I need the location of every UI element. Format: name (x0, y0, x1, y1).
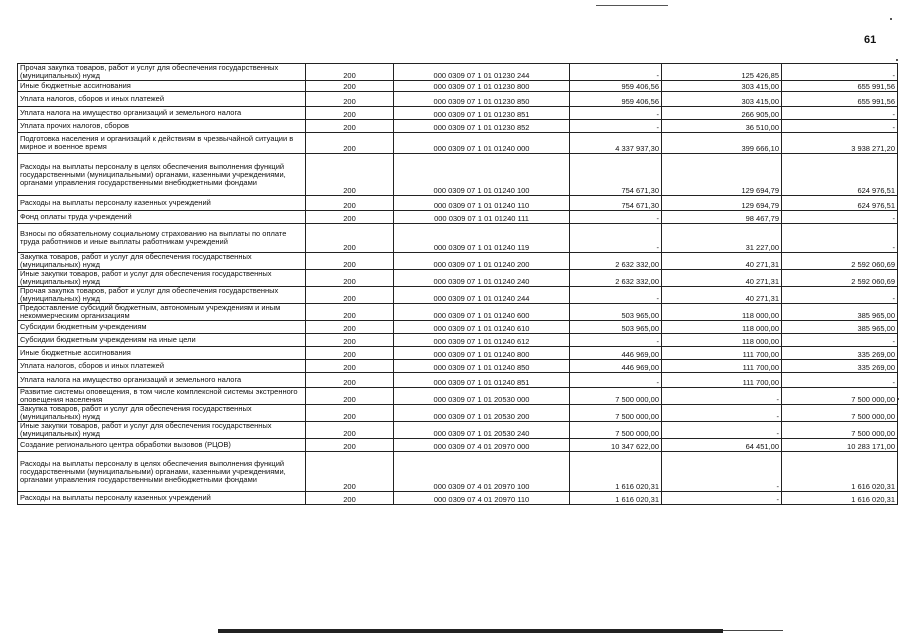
row-executed-amount-cell: 31 227,00 (662, 224, 782, 253)
table-row (18, 304, 898, 321)
row-unexecuted-amount-cell: 624 976,51 (782, 154, 898, 196)
row-classification-code-cell: 000 0309 07 1 01 01240 612 (394, 334, 570, 347)
row-approved-amount-cell: 7 500 000,00 (570, 422, 662, 439)
row-unexecuted-amount-cell: - (782, 107, 898, 120)
row-name-cell: Прочая закупка товаров, работ и услуг для обеспечения государственных (муниципальных) нужд (18, 287, 306, 304)
row-approved-amount-cell: - (570, 334, 662, 347)
row-name-cell: Уплата налогов, сборов и иных платежей (18, 92, 306, 107)
row-approved-amount-cell: 754 671,30 (570, 196, 662, 211)
bottom-scan-bar (218, 629, 723, 633)
row-line-code-cell: 200 (306, 81, 394, 92)
row-unexecuted-amount-cell: 385 965,00 (782, 304, 898, 321)
row-unexecuted-amount-cell: - (782, 120, 898, 133)
table-row (18, 224, 898, 253)
row-classification-code-cell: 000 0309 07 1 01 20530 200 (394, 405, 570, 422)
row-line-code-cell: 200 (306, 287, 394, 304)
row-name-cell: Иные закупки товаров, работ и услуг для обеспечения государственных (муниципальных) нужд (18, 270, 306, 287)
row-executed-amount-cell: 64 451,00 (662, 439, 782, 452)
row-executed-amount-cell: 40 271,31 (662, 270, 782, 287)
row-line-code-cell: 200 (306, 321, 394, 334)
table-row (18, 388, 898, 405)
row-unexecuted-amount-cell: 624 976,51 (782, 196, 898, 211)
row-executed-amount-cell: 399 666,10 (662, 133, 782, 154)
row-approved-amount-cell: 7 500 000,00 (570, 388, 662, 405)
table-row (18, 321, 898, 334)
row-name-cell: Уплата прочих налогов, сборов (18, 120, 306, 133)
row-classification-code-cell: 000 0309 07 1 01 01240 600 (394, 304, 570, 321)
row-name-cell: Иные закупки товаров, работ и услуг для обеспечения государственных (муниципальных) нужд (18, 422, 306, 439)
row-line-code-cell: 200 (306, 304, 394, 321)
row-approved-amount-cell: - (570, 64, 662, 81)
row-approved-amount-cell: 446 969,00 (570, 360, 662, 373)
row-executed-amount-cell: 303 415,00 (662, 81, 782, 92)
row-approved-amount-cell: 446 969,00 (570, 347, 662, 360)
row-executed-amount-cell: 40 271,31 (662, 253, 782, 270)
row-classification-code-cell: 000 0309 07 4 01 20970 000 (394, 439, 570, 452)
row-line-code-cell: 200 (306, 92, 394, 107)
row-classification-code-cell: 000 0309 07 4 01 20970 110 (394, 492, 570, 505)
row-executed-amount-cell: 111 700,00 (662, 373, 782, 388)
row-approved-amount-cell: 7 500 000,00 (570, 405, 662, 422)
row-unexecuted-amount-cell: - (782, 373, 898, 388)
row-classification-code-cell: 000 0309 07 1 01 01240 200 (394, 253, 570, 270)
row-name-cell: Предоставление субсидий бюджетным, автономным учреждениям и иным некоммерческим организациям (18, 304, 306, 321)
row-name-cell: Прочая закупка товаров, работ и услуг для обеспечения государственных (муниципальных) нужд (18, 64, 306, 81)
table-row (18, 270, 898, 287)
row-classification-code-cell: 000 0309 07 1 01 01240 111 (394, 211, 570, 224)
row-approved-amount-cell: - (570, 287, 662, 304)
row-name-cell: Развитие системы оповещения, в том числе комплексной системы экстренного оповещения населения (18, 388, 306, 405)
page-number: 61 (864, 34, 877, 46)
row-line-code-cell: 200 (306, 405, 394, 422)
row-executed-amount-cell: 111 700,00 (662, 347, 782, 360)
row-executed-amount-cell: - (662, 388, 782, 405)
row-classification-code-cell: 000 0309 07 1 01 01240 100 (394, 154, 570, 196)
row-unexecuted-amount-cell: - (782, 334, 898, 347)
row-classification-code-cell: 000 0309 07 1 01 01240 119 (394, 224, 570, 253)
row-classification-code-cell: 000 0309 07 1 01 01240 000 (394, 133, 570, 154)
row-approved-amount-cell: 1 616 020,31 (570, 492, 662, 505)
row-name-cell: Субсидии бюджетным учреждениям на иные цели (18, 334, 306, 347)
row-name-cell: Закупка товаров, работ и услуг для обеспечения государственных (муниципальных) нужд (18, 253, 306, 270)
row-name-cell: Расходы на выплаты персоналу в целях обеспечения выполнения функций государственными (муниципальными) органами, казенными учреждениями, органами управления государственными внебюджетными фондами (18, 154, 306, 196)
table-row (18, 405, 898, 422)
table-row (18, 373, 898, 388)
table-row (18, 64, 898, 81)
table-row (18, 439, 898, 452)
row-unexecuted-amount-cell: 7 500 000,00 (782, 422, 898, 439)
row-approved-amount-cell: 503 965,00 (570, 321, 662, 334)
row-unexecuted-amount-cell: 655 991,56 (782, 92, 898, 107)
top-rule (596, 5, 668, 6)
scan-speck (890, 18, 892, 20)
table-row (18, 334, 898, 347)
row-unexecuted-amount-cell: 7 500 000,00 (782, 388, 898, 405)
row-executed-amount-cell: - (662, 452, 782, 492)
row-executed-amount-cell: 40 271,31 (662, 287, 782, 304)
row-classification-code-cell: 000 0309 07 1 01 01230 800 (394, 81, 570, 92)
row-name-cell: Расходы на выплаты персоналу казенных учреждений (18, 196, 306, 211)
row-unexecuted-amount-cell: 3 938 271,20 (782, 133, 898, 154)
row-classification-code-cell: 000 0309 07 4 01 20970 100 (394, 452, 570, 492)
row-executed-amount-cell: 111 700,00 (662, 360, 782, 373)
row-executed-amount-cell: - (662, 492, 782, 505)
row-line-code-cell: 200 (306, 211, 394, 224)
row-approved-amount-cell: - (570, 107, 662, 120)
table-row (18, 107, 898, 120)
row-approved-amount-cell: 10 347 622,00 (570, 439, 662, 452)
row-approved-amount-cell: - (570, 373, 662, 388)
row-name-cell: Уплата налога на имущество организаций и земельного налога (18, 373, 306, 388)
table-row (18, 196, 898, 211)
row-executed-amount-cell: - (662, 422, 782, 439)
table-row (18, 347, 898, 360)
row-line-code-cell: 200 (306, 422, 394, 439)
row-name-cell: Уплата налога на имущество организаций и земельного налога (18, 107, 306, 120)
row-line-code-cell: 200 (306, 360, 394, 373)
row-executed-amount-cell: 129 694,79 (662, 154, 782, 196)
row-classification-code-cell: 000 0309 07 1 01 01230 851 (394, 107, 570, 120)
row-classification-code-cell: 000 0309 07 1 01 01230 852 (394, 120, 570, 133)
row-line-code-cell: 200 (306, 270, 394, 287)
row-approved-amount-cell: 2 632 332,00 (570, 253, 662, 270)
row-unexecuted-amount-cell: 10 283 171,00 (782, 439, 898, 452)
table-row (18, 360, 898, 373)
row-approved-amount-cell: - (570, 120, 662, 133)
row-name-cell: Уплата налогов, сборов и иных платежей (18, 360, 306, 373)
row-approved-amount-cell: - (570, 224, 662, 253)
row-name-cell: Закупка товаров, работ и услуг для обеспечения государственных (муниципальных) нужд (18, 405, 306, 422)
table-row (18, 81, 898, 92)
row-unexecuted-amount-cell: 335 269,00 (782, 347, 898, 360)
row-classification-code-cell: 000 0309 07 1 01 01230 244 (394, 64, 570, 81)
row-name-cell: Фонд оплаты труда учреждений (18, 211, 306, 224)
bottom-scan-line (723, 630, 783, 631)
row-unexecuted-amount-cell: 335 269,00 (782, 360, 898, 373)
row-executed-amount-cell: 303 415,00 (662, 92, 782, 107)
row-classification-code-cell: 000 0309 07 1 01 01240 110 (394, 196, 570, 211)
row-classification-code-cell: 000 0309 07 1 01 01240 800 (394, 347, 570, 360)
table-row (18, 133, 898, 154)
row-line-code-cell: 200 (306, 196, 394, 211)
row-unexecuted-amount-cell: - (782, 224, 898, 253)
row-line-code-cell: 200 (306, 388, 394, 405)
row-line-code-cell: 200 (306, 439, 394, 452)
row-name-cell: Взносы по обязательному социальному страхованию на выплаты по оплате труда работников и иные выплаты работникам учреждений (18, 224, 306, 253)
row-classification-code-cell: 000 0309 07 1 01 01240 240 (394, 270, 570, 287)
row-approved-amount-cell: 503 965,00 (570, 304, 662, 321)
table-row (18, 492, 898, 505)
row-unexecuted-amount-cell: - (782, 287, 898, 304)
row-executed-amount-cell: 129 694,79 (662, 196, 782, 211)
row-line-code-cell: 200 (306, 224, 394, 253)
row-line-code-cell: 200 (306, 347, 394, 360)
row-approved-amount-cell: 1 616 020,31 (570, 452, 662, 492)
row-unexecuted-amount-cell: 7 500 000,00 (782, 405, 898, 422)
row-classification-code-cell: 000 0309 07 1 01 20530 240 (394, 422, 570, 439)
table-row (18, 287, 898, 304)
row-line-code-cell: 200 (306, 154, 394, 196)
row-executed-amount-cell: 118 000,00 (662, 321, 782, 334)
row-unexecuted-amount-cell: 655 991,56 (782, 81, 898, 92)
budget-execution-table (17, 63, 898, 505)
row-name-cell: Расходы на выплаты персоналу казенных учреждений (18, 492, 306, 505)
row-line-code-cell: 200 (306, 373, 394, 388)
row-unexecuted-amount-cell: - (782, 64, 898, 81)
row-unexecuted-amount-cell: 2 592 060,69 (782, 253, 898, 270)
row-approved-amount-cell: 959 406,56 (570, 92, 662, 107)
row-line-code-cell: 200 (306, 253, 394, 270)
table-row (18, 452, 898, 492)
row-executed-amount-cell: 125 426,85 (662, 64, 782, 81)
row-line-code-cell: 200 (306, 334, 394, 347)
row-line-code-cell: 200 (306, 452, 394, 492)
row-name-cell: Субсидии бюджетным учреждениям (18, 321, 306, 334)
row-line-code-cell: 200 (306, 107, 394, 120)
row-unexecuted-amount-cell: 1 616 020,31 (782, 452, 898, 492)
row-line-code-cell: 200 (306, 64, 394, 81)
row-executed-amount-cell: 118 000,00 (662, 334, 782, 347)
row-unexecuted-amount-cell: - (782, 211, 898, 224)
row-name-cell: Подготовка населения и организаций к действиям в чрезвычайной ситуации в мирное и военное время (18, 133, 306, 154)
row-classification-code-cell: 000 0309 07 1 01 01240 851 (394, 373, 570, 388)
row-classification-code-cell: 000 0309 07 1 01 01230 850 (394, 92, 570, 107)
row-executed-amount-cell: 98 467,79 (662, 211, 782, 224)
row-name-cell: Расходы на выплаты персоналу в целях обеспечения выполнения функций государственными (муниципальными) органами, казенными учреждениями, органами управления государственными внебюджетными фондами (18, 452, 306, 492)
row-classification-code-cell: 000 0309 07 1 01 01240 244 (394, 287, 570, 304)
table-row (18, 92, 898, 107)
row-executed-amount-cell: 118 000,00 (662, 304, 782, 321)
row-approved-amount-cell: 959 406,56 (570, 81, 662, 92)
row-line-code-cell: 200 (306, 133, 394, 154)
table-row (18, 154, 898, 196)
row-approved-amount-cell: - (570, 211, 662, 224)
table-row (18, 211, 898, 224)
table-row (18, 422, 898, 439)
scan-speck (896, 59, 898, 61)
row-classification-code-cell: 000 0309 07 1 01 20530 000 (394, 388, 570, 405)
row-unexecuted-amount-cell: 385 965,00 (782, 321, 898, 334)
row-executed-amount-cell: - (662, 405, 782, 422)
row-approved-amount-cell: 754 671,30 (570, 154, 662, 196)
row-line-code-cell: 200 (306, 492, 394, 505)
row-classification-code-cell: 000 0309 07 1 01 01240 610 (394, 321, 570, 334)
table-row (18, 253, 898, 270)
row-classification-code-cell: 000 0309 07 1 01 01240 850 (394, 360, 570, 373)
row-unexecuted-amount-cell: 1 616 020,31 (782, 492, 898, 505)
row-approved-amount-cell: 2 632 332,00 (570, 270, 662, 287)
row-approved-amount-cell: 4 337 937,30 (570, 133, 662, 154)
row-executed-amount-cell: 266 905,00 (662, 107, 782, 120)
row-unexecuted-amount-cell: 2 592 060,69 (782, 270, 898, 287)
row-line-code-cell: 200 (306, 120, 394, 133)
table-row (18, 120, 898, 133)
row-executed-amount-cell: 36 510,00 (662, 120, 782, 133)
row-name-cell: Создание регионального центра обработки вызовов (РЦОВ) (18, 439, 306, 452)
row-name-cell: Иные бюджетные ассигнования (18, 81, 306, 92)
row-name-cell: Иные бюджетные ассигнования (18, 347, 306, 360)
